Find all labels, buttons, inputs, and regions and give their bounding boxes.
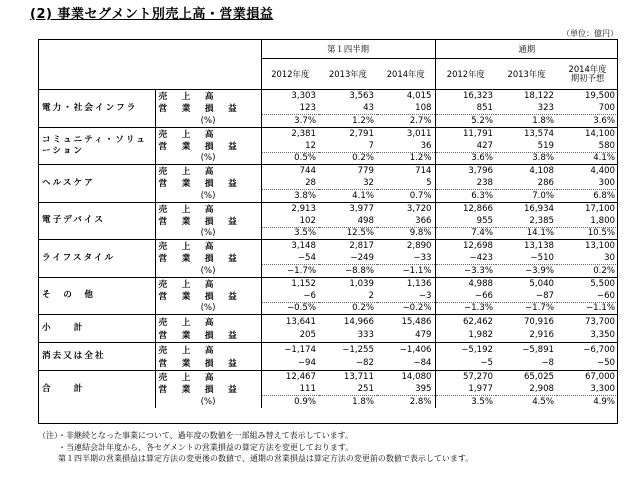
operating-profit-value: 123 xyxy=(299,103,316,113)
sales-label: 売 上 高 xyxy=(155,240,261,253)
operating-profit-value: 238 xyxy=(476,178,494,188)
sales-value: 3,148 xyxy=(261,240,319,253)
operating-profit-value: 102 xyxy=(299,215,316,226)
sales-value: 19,500 xyxy=(557,90,618,103)
sales-value: 70,916 xyxy=(496,315,557,329)
sales-value: 15,486 xyxy=(377,315,435,329)
operating-profit-value: −54 xyxy=(297,253,316,263)
sales-value: 4,108 xyxy=(496,165,557,178)
column-header: 2012年度 xyxy=(435,59,496,90)
operating-profit-value: −6 xyxy=(303,290,316,301)
header-full-year: 通期 xyxy=(435,40,618,59)
sales-value: 2,817 xyxy=(319,240,377,253)
sales-label: 売 上 高 xyxy=(155,277,261,290)
operating-profit-label: 営 業 損 益 xyxy=(155,177,261,190)
column-header: 2013年度 xyxy=(319,59,377,90)
operating-profit-value: −510 xyxy=(530,253,555,263)
operating-profit-value: 851 xyxy=(476,103,494,113)
operating-profit-value: 36 xyxy=(377,140,435,153)
margin-value: 1.8% xyxy=(496,115,557,128)
operating-profit-value: 519 xyxy=(537,140,555,151)
margin-value: 0.7% xyxy=(377,190,435,203)
sales-value: 4,400 xyxy=(557,165,618,178)
sales-value: 17,100 xyxy=(557,202,618,215)
segment-name: ヘルスケア xyxy=(38,165,155,203)
margin-value: 2.7% xyxy=(377,115,435,128)
page-title: (2) 事業セグメント別売上高・営業損益 xyxy=(30,7,274,22)
margin-value: 9.8% xyxy=(377,227,435,240)
segment-row xyxy=(38,202,618,215)
segment-row xyxy=(38,165,618,178)
sales-value: −5,891 xyxy=(496,343,557,357)
operating-profit-value: 333 xyxy=(357,330,374,341)
margin-value: 3.6% xyxy=(557,115,618,128)
margin-value: 4.5% xyxy=(496,396,557,409)
margin-value: 1.8% xyxy=(319,396,377,409)
sales-value: 16,323 xyxy=(435,90,496,103)
operating-profit-value: −33 xyxy=(377,252,435,265)
operating-profit-value: −84 xyxy=(377,357,435,371)
operating-profit-value: 286 xyxy=(537,178,555,188)
sales-value: −1,255 xyxy=(319,343,377,357)
operating-profit-value: 498 xyxy=(357,215,374,226)
operating-profit-value: 2,916 xyxy=(529,330,555,341)
sales-value: 3,720 xyxy=(377,202,435,215)
operating-profit-value: 7 xyxy=(368,140,374,151)
sales-value: 2,791 xyxy=(319,127,377,140)
margin-value: −1.7% xyxy=(261,265,319,278)
sales-value: 3,796 xyxy=(435,165,496,178)
segment-row xyxy=(38,371,618,384)
segment-name: 合 計 xyxy=(38,371,155,409)
margin-label: (%) xyxy=(155,302,261,315)
segment-name: そ の 他 xyxy=(38,277,155,315)
margin-value: 0.9% xyxy=(261,396,319,409)
segment-name: コミュニティ・ソリューション xyxy=(38,127,155,165)
operating-profit-value: −82 xyxy=(355,358,374,369)
segment-name: 消去又は全社 xyxy=(38,343,155,371)
segment-name: 小 計 xyxy=(38,315,155,343)
sales-value: 14,080 xyxy=(377,371,435,384)
margin-label: (%) xyxy=(155,396,261,409)
operating-profit-value: −60 xyxy=(596,290,616,301)
margin-value: −1.1% xyxy=(377,265,435,278)
margin-value: 7.0% xyxy=(496,190,557,203)
operating-profit-label: 営 業 損 益 xyxy=(155,252,261,265)
segment-row xyxy=(38,343,618,357)
operating-profit-value: 427 xyxy=(476,140,494,151)
operating-profit-value: −3 xyxy=(377,290,435,303)
sales-label: 売 上 高 xyxy=(155,165,261,178)
sales-value: 1,039 xyxy=(319,277,377,290)
sales-value: −1,174 xyxy=(261,343,319,357)
sales-value: 14,966 xyxy=(319,315,377,329)
margin-value: −1.7% xyxy=(496,302,557,315)
sales-value: 13,100 xyxy=(557,240,618,253)
margin-value: 3.5% xyxy=(261,227,319,240)
margin-value: −0.2% xyxy=(377,302,435,315)
column-header: 2014年度 xyxy=(377,59,435,90)
operating-profit-value: 205 xyxy=(299,330,316,341)
operating-profit-value: −8 xyxy=(541,358,555,369)
margin-value: −1.3% xyxy=(435,302,496,315)
operating-profit-value: 30 xyxy=(604,253,616,263)
sales-value: 13,711 xyxy=(319,371,377,384)
sales-label: 売 上 高 xyxy=(155,315,261,329)
header-corner xyxy=(38,40,261,90)
footnotes xyxy=(38,430,473,465)
operating-profit-value: 32 xyxy=(363,178,374,188)
operating-profit-value: 323 xyxy=(537,103,555,113)
footnote: 第１四半期の営業損益は算定方法の変更後の数値で、通期の営業損益は算定方法の変更前の数値で表示しています。 xyxy=(58,454,474,463)
margin-value: 2.8% xyxy=(377,396,435,409)
operating-profit-value: 2,385 xyxy=(529,215,555,226)
segment-name: 電子デバイス xyxy=(38,202,155,240)
margin-value: 1.2% xyxy=(319,115,377,128)
sales-label: 売 上 高 xyxy=(155,127,261,140)
margin-value: 6.8% xyxy=(557,190,618,203)
sales-value: 4,015 xyxy=(377,90,435,103)
margin-value: 1.2% xyxy=(377,152,435,165)
operating-profit-value: −249 xyxy=(350,253,374,263)
margin-value: 7.4% xyxy=(435,227,496,240)
sales-value: 16,934 xyxy=(496,202,557,215)
operating-profit-value: 955 xyxy=(476,215,494,226)
sales-value: 4,988 xyxy=(435,277,496,290)
margin-value: 3.8% xyxy=(496,152,557,165)
operating-profit-value: 479 xyxy=(377,329,435,343)
margin-value: −3.3% xyxy=(435,265,496,278)
operating-profit-value: 3,350 xyxy=(590,330,616,341)
header-q1: 第１四半期 xyxy=(261,40,435,59)
margin-value: 3.6% xyxy=(435,152,496,165)
margin-value: 0.2% xyxy=(319,302,377,315)
margin-value: 12.5% xyxy=(319,227,377,240)
sales-value: 3,011 xyxy=(377,127,435,140)
operating-profit-value: 300 xyxy=(598,178,616,188)
column-header: 2014年度 期初予想 xyxy=(557,59,618,90)
sales-value: 2,381 xyxy=(261,127,319,140)
operating-profit-value: 111 xyxy=(299,384,316,394)
operating-profit-label: 営 業 損 益 xyxy=(155,383,261,396)
margin-value: 4.9% xyxy=(557,396,618,409)
footnote: ・当連結会計年度から、各セグメントの営業損益の算定方法を変更しております。 xyxy=(58,442,354,452)
sales-value: 18,122 xyxy=(496,90,557,103)
footnote: （注）・非継続となった事業について、過年度の数値を一部組み替えて表示しています。 xyxy=(38,431,354,440)
operating-profit-value: 700 xyxy=(598,103,616,113)
segment-row xyxy=(38,240,618,253)
operating-profit-value: 366 xyxy=(377,215,435,228)
margin-value: −0.5% xyxy=(261,302,319,315)
operating-profit-value: −66 xyxy=(474,290,494,301)
sales-value: 2,913 xyxy=(261,202,319,215)
margin-value: 4.1% xyxy=(319,190,377,203)
sales-label: 売 上 高 xyxy=(155,90,261,103)
sales-value: 62,462 xyxy=(435,315,496,329)
sales-label: 売 上 高 xyxy=(155,202,261,215)
sales-value: 12,866 xyxy=(435,202,496,215)
operating-profit-value: 5 xyxy=(377,177,435,190)
margin-value: 6.3% xyxy=(435,190,496,203)
margin-value: 5.2% xyxy=(435,115,496,128)
sales-value: 13,574 xyxy=(496,127,557,140)
segment-name: 電力・社会インフラ xyxy=(38,90,155,128)
operating-profit-label: 営 業 損 益 xyxy=(155,215,261,228)
operating-profit-label: 営 業 損 益 xyxy=(155,329,261,343)
sales-value: 57,270 xyxy=(435,371,496,384)
operating-profit-value: −94 xyxy=(297,358,316,369)
operating-profit-value: 580 xyxy=(598,140,616,151)
operating-profit-value: 12 xyxy=(305,140,316,151)
operating-profit-label: 営 業 損 益 xyxy=(155,140,261,153)
margin-value: 10.5% xyxy=(557,227,618,240)
operating-profit-label: 営 業 損 益 xyxy=(155,102,261,115)
margin-value: 3.8% xyxy=(261,190,319,203)
margin-label: (%) xyxy=(155,265,261,278)
operating-profit-value: 43 xyxy=(363,103,374,113)
sales-value: −6,700 xyxy=(557,343,618,357)
margin-value: −1.1% xyxy=(557,302,618,315)
sales-value: −5,192 xyxy=(435,343,496,357)
margin-value: 0.2% xyxy=(319,152,377,165)
operating-profit-value: 3,300 xyxy=(590,384,616,394)
sales-value: 3,303 xyxy=(261,90,319,103)
sales-value: 744 xyxy=(261,165,319,178)
sales-value: 13,641 xyxy=(261,315,319,329)
sales-value: 3,977 xyxy=(319,202,377,215)
sales-value: 12,467 xyxy=(261,371,319,384)
operating-profit-label: 営 業 損 益 xyxy=(155,290,261,303)
sales-value: 1,136 xyxy=(377,277,435,290)
margin-value: 0.2% xyxy=(557,265,618,278)
sales-value: 5,040 xyxy=(496,277,557,290)
margin-label: (%) xyxy=(155,152,261,165)
margin-value: −8.8% xyxy=(319,265,377,278)
segment-table xyxy=(38,39,618,408)
margin-value: 0.5% xyxy=(261,152,319,165)
operating-profit-value: 2 xyxy=(368,290,374,301)
operating-profit-value: 2,908 xyxy=(529,384,555,394)
segment-name: ライフスタイル xyxy=(38,240,155,278)
operating-profit-label: 営 業 損 益 xyxy=(155,357,261,371)
margin-value: 4.1% xyxy=(557,152,618,165)
unit-label: （単位：億円） xyxy=(562,29,618,38)
operating-profit-value: 395 xyxy=(377,383,435,396)
margin-value: 14.1% xyxy=(496,227,557,240)
sales-value: 714 xyxy=(377,165,435,178)
margin-value: 3.7% xyxy=(261,115,319,128)
operating-profit-value: 108 xyxy=(377,102,435,115)
operating-profit-value: 28 xyxy=(305,178,316,188)
margin-value: 3.5% xyxy=(435,396,496,409)
margin-value: −3.9% xyxy=(496,265,557,278)
column-header: 2013年度 xyxy=(496,59,557,90)
operating-profit-value: 1,977 xyxy=(468,384,494,394)
margin-label: (%) xyxy=(155,115,261,128)
operating-profit-value: 251 xyxy=(357,384,374,394)
segment-row xyxy=(38,90,618,103)
segment-row xyxy=(38,277,618,290)
sales-value: 67,000 xyxy=(557,371,618,384)
operating-profit-value: 1,800 xyxy=(590,215,616,226)
sales-label: 売 上 高 xyxy=(155,371,261,384)
margin-label: (%) xyxy=(155,227,261,240)
sales-value: 65,025 xyxy=(496,371,557,384)
operating-profit-value: −87 xyxy=(535,290,555,301)
operating-profit-value: −423 xyxy=(469,253,494,263)
margin-label: (%) xyxy=(155,190,261,203)
column-header: 2012年度 xyxy=(261,59,319,90)
sales-value: −1,406 xyxy=(377,343,435,357)
sales-value: 13,138 xyxy=(496,240,557,253)
sales-label: 売 上 高 xyxy=(155,343,261,357)
sales-value: 5,500 xyxy=(557,277,618,290)
sales-value: 14,100 xyxy=(557,127,618,140)
sales-value: 3,563 xyxy=(319,90,377,103)
sales-value: 11,791 xyxy=(435,127,496,140)
sales-value: 12,698 xyxy=(435,240,496,253)
operating-profit-value: −5 xyxy=(480,358,494,369)
segment-row xyxy=(38,127,618,140)
segment-row xyxy=(38,315,618,329)
operating-profit-value: 1,982 xyxy=(468,330,494,341)
sales-value: 73,700 xyxy=(557,315,618,329)
sales-value: 1,152 xyxy=(261,277,319,290)
sales-value: 779 xyxy=(319,165,377,178)
sales-value: 2,890 xyxy=(377,240,435,253)
operating-profit-value: −50 xyxy=(596,358,616,369)
